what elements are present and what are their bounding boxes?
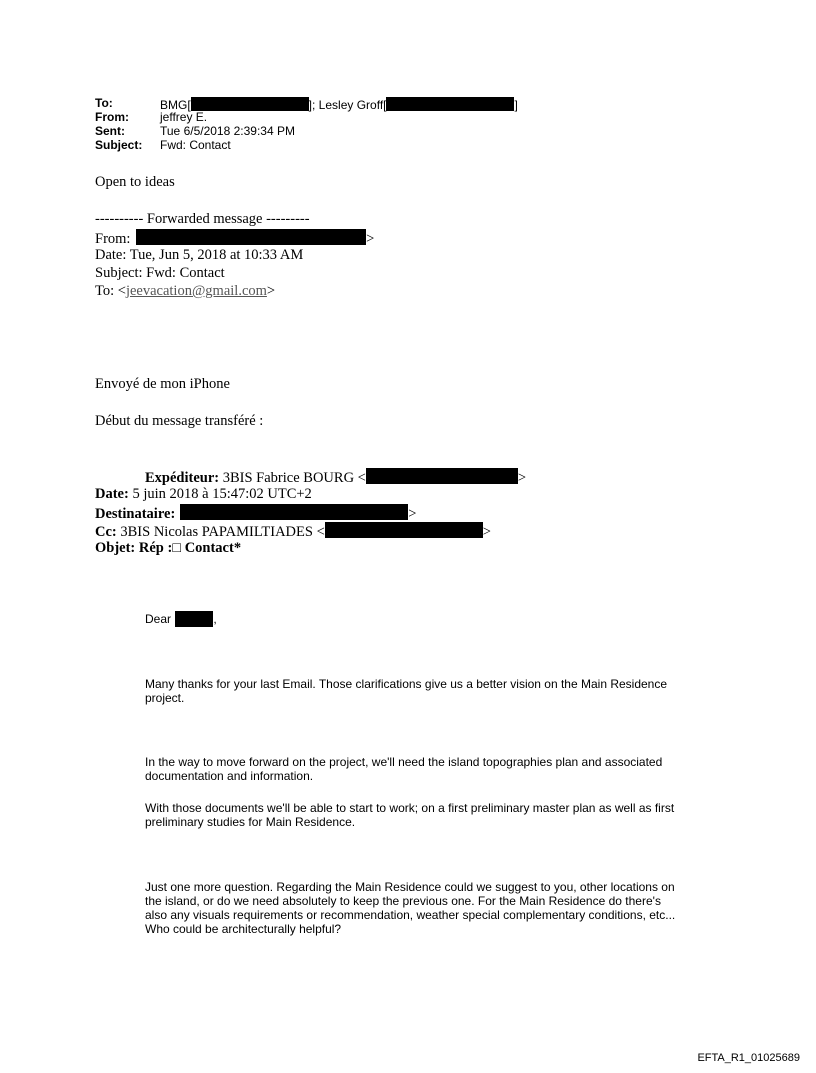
fr-sender-label: Expéditeur: bbox=[145, 470, 220, 486]
redaction-box bbox=[386, 97, 514, 111]
sent-label: Sent: bbox=[95, 124, 125, 138]
subject-label: Subject: bbox=[95, 138, 143, 152]
greeting-comma: , bbox=[213, 612, 217, 626]
sent-row bbox=[95, 125, 595, 139]
greeting-text: Dear bbox=[145, 612, 172, 626]
sent-value: Tue 6/5/2018 2:39:34 PM bbox=[160, 124, 295, 138]
subject-value: Fwd: Contact bbox=[160, 138, 231, 152]
fr-recipient-end: > bbox=[408, 506, 417, 522]
forwarded-to-prefix: To: < bbox=[95, 283, 126, 299]
forwarded-subject: Subject: Fwd: Contact bbox=[95, 265, 225, 281]
fr-date-value: 5 juin 2018 à 15:47:02 UTC+2 bbox=[128, 486, 312, 502]
subject-row bbox=[95, 139, 595, 153]
paragraph-2: In the way to move forward on the project, we'll need the island topographies plan and associated documentation and information. bbox=[145, 755, 663, 783]
fr-object-label: Objet: Rép :□ Contact* bbox=[95, 540, 242, 556]
fr-cc-row bbox=[95, 522, 491, 540]
forwarded-from bbox=[95, 229, 374, 247]
fr-cc-value: 3BIS Nicolas PAPAMILTIADES < bbox=[116, 524, 325, 540]
paragraph-1: Many thanks for your last Email. Those clarifications give us a better vision on the Main Residence project. bbox=[145, 677, 668, 705]
greeting bbox=[145, 611, 217, 627]
signature-text: Envoyé de mon iPhone bbox=[95, 376, 230, 392]
fr-sender-end: > bbox=[517, 470, 527, 486]
to-row bbox=[95, 97, 595, 111]
from-value: jeffrey E. bbox=[160, 110, 208, 124]
fr-object-row bbox=[95, 540, 241, 556]
email-link[interactable]: jeevacation@gmail.com bbox=[125, 283, 267, 299]
document-id: EFTA_R1_01025689 bbox=[697, 1052, 800, 1064]
fr-sender-row bbox=[145, 468, 526, 486]
redaction-box bbox=[366, 468, 518, 484]
fr-date-row bbox=[95, 486, 312, 502]
forwarded-from-label: From: bbox=[95, 231, 131, 247]
fr-recipient-row bbox=[95, 504, 416, 522]
fr-date-label: Date: bbox=[95, 486, 129, 502]
from-label: From: bbox=[95, 110, 129, 124]
fr-cc-end: > bbox=[482, 524, 491, 540]
fr-cc-label: Cc: bbox=[95, 524, 117, 540]
redaction-box bbox=[325, 522, 483, 538]
forwarded-to bbox=[95, 283, 275, 299]
forwarded-to-suffix: > bbox=[266, 283, 276, 299]
forwarded-date: Date: Tue, Jun 5, 2018 at 10:33 AM bbox=[95, 247, 304, 263]
fr-recipient-label: Destinataire: bbox=[95, 506, 176, 522]
to-close-bracket: ] bbox=[514, 98, 518, 112]
redaction-box bbox=[175, 611, 213, 627]
paragraph-3: With those documents we'll be able to start to work; on a first preliminary master plan as well as first preliminary studies for Main Residence. bbox=[145, 801, 675, 829]
intro-text: Open to ideas bbox=[95, 174, 175, 190]
to-label: To: bbox=[95, 96, 113, 110]
redaction-box bbox=[136, 229, 366, 245]
paragraph-4: Just one more question. Regarding the Main Residence could we suggest to you, other locations on the island, or do we need absolutely to keep the previous one. For the Main Residence do there's also any visuals requirements or recommendation, weather special complementary conditions, etc... Who could be architecturally helpful? bbox=[145, 880, 676, 936]
transfer-intro: Début du message transféré : bbox=[95, 413, 264, 429]
to-value bbox=[160, 97, 518, 111]
forwarded-from-end: > bbox=[366, 231, 375, 247]
email-header bbox=[95, 97, 595, 157]
forwarded-divider: ---------- Forwarded message --------- bbox=[95, 211, 310, 227]
redaction-box bbox=[191, 97, 309, 111]
to-recipient-bmg: BMG[ bbox=[160, 98, 191, 112]
fr-sender-value: 3BIS Fabrice BOURG < bbox=[219, 470, 366, 486]
to-recipient-groff: ]; Lesley Groff[ bbox=[308, 98, 387, 112]
from-row bbox=[95, 111, 595, 125]
redaction-box bbox=[180, 504, 408, 520]
